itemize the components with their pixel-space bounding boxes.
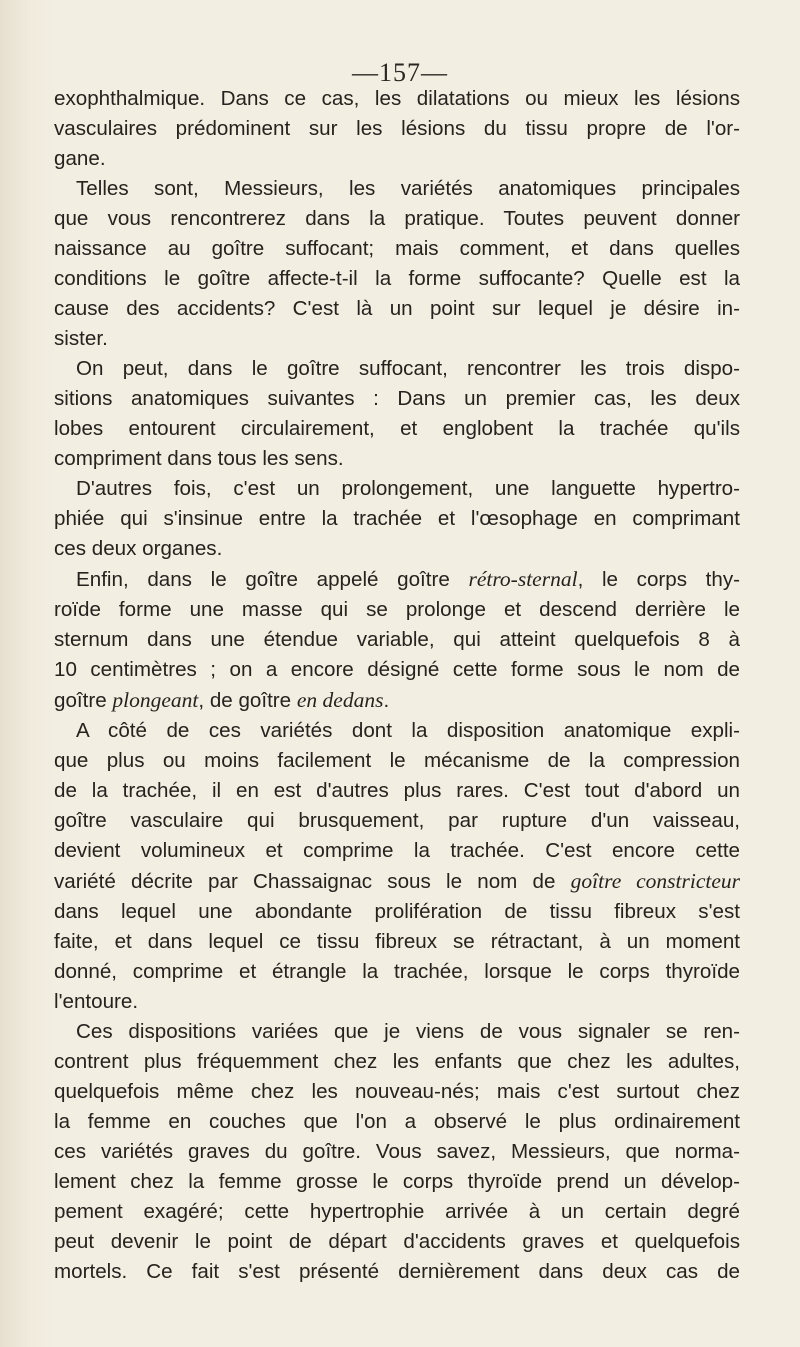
text-line: Enfin, dans le goître appelé goître rétro-sternal, le corps thy- bbox=[76, 567, 740, 591]
text-line: cause des accidents? C'est là un point sur lequel je désire in- bbox=[54, 297, 740, 320]
paragraph bbox=[54, 564, 740, 716]
italic-term: plongeant bbox=[112, 688, 199, 712]
italic-term: goître constricteur bbox=[570, 869, 740, 893]
text-line: lement chez la femme grosse le corps thyroïde prend un dévelop- bbox=[54, 1170, 740, 1193]
text-line: sister. bbox=[54, 327, 108, 350]
paragraph bbox=[54, 354, 740, 474]
paragraph bbox=[54, 716, 740, 1017]
text-line: goître plongeant, de goître en dedans. bbox=[54, 688, 390, 712]
text-line: sternum dans une étendue variable, qui atteint quelquefois 8 à bbox=[54, 628, 740, 651]
text-line: lobes entourent circulairement, et englobent la trachée qu'ils bbox=[54, 417, 740, 440]
text-line: l'entoure. bbox=[54, 990, 139, 1013]
text-line: Ces dispositions variées que je viens de vous signaler se ren- bbox=[76, 1020, 740, 1043]
page-number: —157— bbox=[352, 58, 448, 87]
text-line: compriment dans tous les sens. bbox=[54, 447, 344, 470]
paragraph bbox=[54, 1017, 740, 1287]
text-line: faite, et dans lequel ce tissu fibreux se rétractant, à un moment bbox=[54, 930, 740, 953]
paragraph bbox=[54, 474, 740, 564]
text-line: variété décrite par Chassaignac sous le nom de goître constricteur bbox=[54, 869, 740, 893]
text-line: donné, comprime et étrangle la trachée, lorsque le corps thyroïde bbox=[54, 960, 740, 983]
text-line: contrent plus fréquemment chez les enfants que chez les adultes, bbox=[54, 1050, 740, 1073]
text-line: exophthalmique. Dans ce cas, les dilatations ou mieux les lésions bbox=[54, 87, 740, 110]
text-line: mortels. Ce fait s'est présenté dernièrement dans deux cas de bbox=[54, 1260, 740, 1283]
text-line: la femme en couches que l'on a observé le plus ordinairement bbox=[54, 1110, 740, 1133]
italic-term: en dedans bbox=[296, 688, 384, 712]
text-line: naissance au goître suffocant; mais comment, et dans quelles bbox=[54, 237, 740, 260]
body-text bbox=[54, 84, 740, 1287]
text-line: quelquefois même chez les nouveau-nés; mais c'est surtout chez bbox=[54, 1080, 740, 1103]
text-line: ces deux organes. bbox=[54, 537, 223, 560]
text-line: roïde forme une masse qui se prolonge et descend derrière le bbox=[54, 598, 740, 621]
text-line: phiée qui s'insinue entre la trachée et l'œsophage en comprimant bbox=[54, 507, 740, 530]
text-line: sitions anatomiques suivantes : Dans un premier cas, les deux bbox=[54, 387, 740, 410]
text-line: 10 centimètres ; on a encore désigné cette forme sous le nom de bbox=[54, 658, 740, 681]
text-line: dans lequel une abondante prolifération de tissu fibreux s'est bbox=[54, 900, 740, 923]
text-line: vasculaires prédominent sur les lésions du tissu propre de l'or- bbox=[54, 117, 740, 140]
text-line: A côté de ces variétés dont la disposition anatomique expli- bbox=[76, 719, 740, 742]
text-line: gane. bbox=[54, 147, 106, 170]
paragraph bbox=[54, 84, 740, 174]
text-line: conditions le goître affecte-t-il la forme suffocante? Quelle est la bbox=[54, 267, 740, 290]
text-line: pement exagéré; cette hypertrophie arrivée à un certain degré bbox=[54, 1200, 740, 1223]
text-line: que vous rencontrerez dans la pratique. Toutes peuvent donner bbox=[54, 207, 740, 230]
italic-term: rétro-sternal bbox=[468, 567, 578, 591]
text-line: devient volumineux et comprime la trachée. C'est encore cette bbox=[54, 839, 740, 862]
text-line: que plus ou moins facilement le mécanisme de la compression bbox=[54, 749, 740, 772]
text-line: D'autres fois, c'est un prolongement, une languette hypertro- bbox=[76, 477, 740, 500]
text-line: On peut, dans le goître suffocant, rencontrer les trois dispo- bbox=[76, 357, 740, 380]
paragraph bbox=[54, 174, 740, 354]
text-line: goître vasculaire qui brusquement, par rupture d'un vaisseau, bbox=[54, 809, 740, 832]
text-line: de la trachée, il en est d'autres plus rares. C'est tout d'abord un bbox=[54, 779, 740, 802]
text-line: peut devenir le point de départ d'accidents graves et quelquefois bbox=[54, 1230, 740, 1253]
text-line: Telles sont, Messieurs, les variétés anatomiques principales bbox=[76, 177, 740, 200]
text-line: ces variétés graves du goître. Vous savez, Messieurs, que norma- bbox=[54, 1140, 740, 1163]
